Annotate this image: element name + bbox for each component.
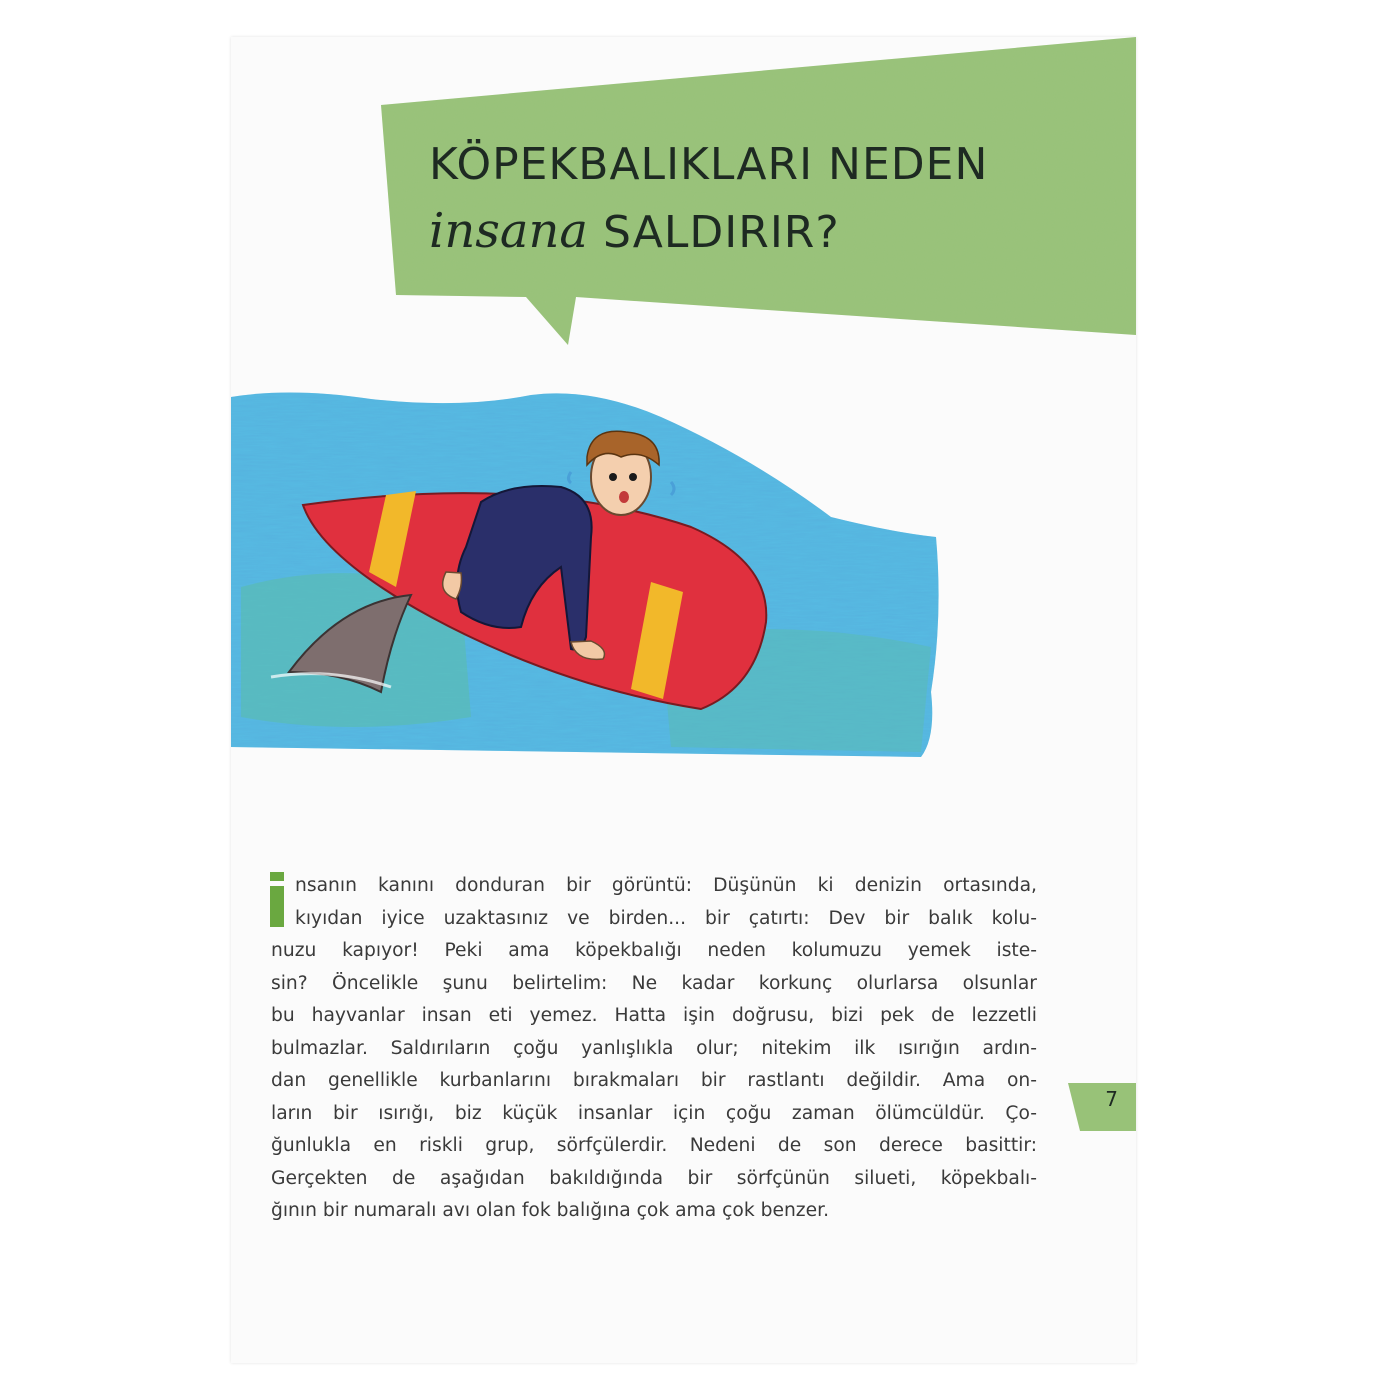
body-line: nsanın kanını donduran bir görüntü: Düşünün ki denizin ortasında, [295, 875, 1037, 896]
body-line: bu hayvanlar insan eti yemez. Hatta işin doğrusu, bizi pek de lezzetli [271, 1005, 1037, 1026]
body-line: ların bir ısırığı, biz küçük insanlar için çoğu zaman ölümcüldür. Ço- [271, 1102, 1037, 1124]
page-title [429, 132, 1119, 266]
body-line: ğunlukla en riskli grup, sörfçülerdir. Nedeni de son derece basittir: [271, 1135, 1037, 1156]
title-script-word: insana [429, 203, 589, 259]
title-line-2 [429, 198, 1119, 266]
body-line: Gerçekten de aşağıdan bakıldığında bir sörfçünün silueti, köpekbalı- [271, 1167, 1037, 1189]
page-number-tab [1068, 1083, 1136, 1131]
title-line-2-rest: SALDIRIR? [588, 207, 840, 258]
body-line: ğının bir numaralı avı olan fok balığına çok ama çok benzer. [271, 1200, 830, 1221]
page-number: 7 [1105, 1087, 1118, 1111]
body-line: dan genellikle kurbanlarını bırakmaları bir rastlantı değildir. Ama on- [271, 1070, 1037, 1091]
book-page [231, 37, 1136, 1363]
drop-cap-i [268, 872, 286, 927]
surfer-shark-illustration [231, 387, 951, 777]
body-line: bulmazlar. Saldırıların çoğu yanlışlıkla olur; nitekim ilk ısırığın ardın- [271, 1037, 1037, 1059]
body-line: kıyıdan iyice uzaktasınız ve birden... bir çatırtı: Dev bir balık kolu- [295, 907, 1037, 929]
body-line: sin? Öncelikle şunu belirtelim: Ne kadar korkunç olurlarsa olsunlar [271, 972, 1037, 994]
title-line-1: KÖPEKBALIKLARI NEDEN [429, 139, 989, 190]
body-paragraph [271, 870, 1037, 1228]
body-line: nuzu kapıyor! Peki ama köpekbalığı neden kolumuzu yemek iste- [271, 940, 1037, 961]
